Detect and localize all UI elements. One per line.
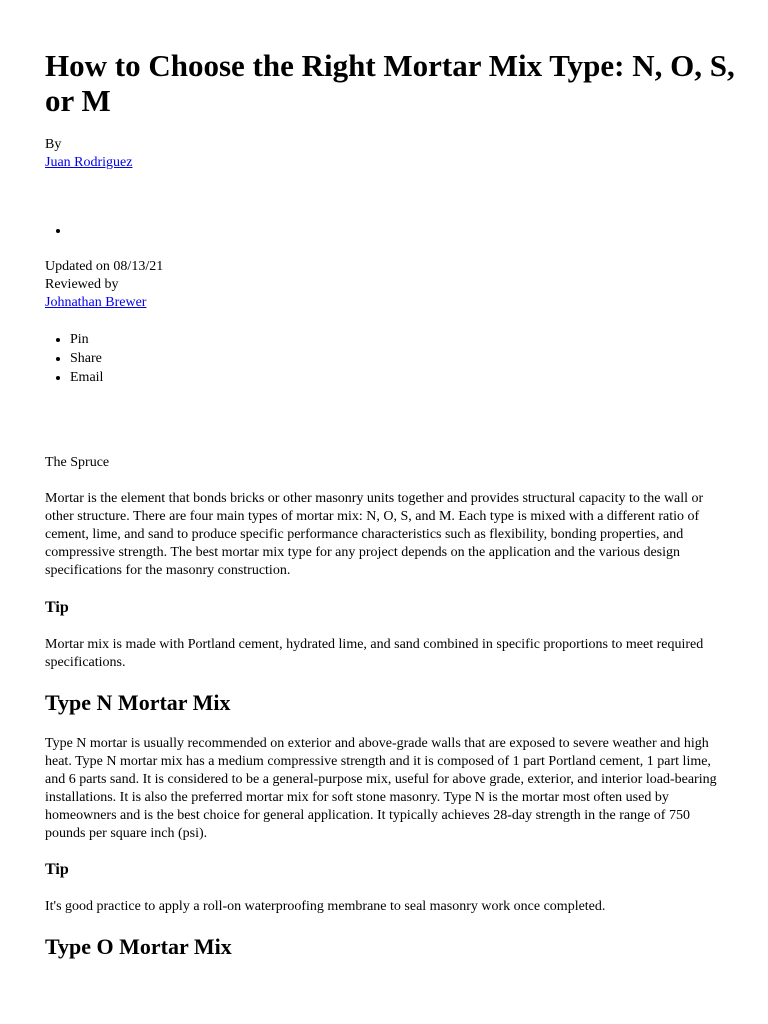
section-heading-type-o: Type O Mortar Mix — [45, 934, 232, 959]
image-caption: The Spruce — [45, 455, 110, 470]
tip-heading: Tip — [45, 599, 69, 616]
share-item-share[interactable]: • Share — [70, 349, 103, 368]
empty-list — [45, 221, 70, 240]
reviewer-link[interactable]: Johnathan Brewer — [45, 295, 147, 310]
share-item-pin[interactable]: • Pin — [70, 330, 103, 349]
updated-date: Updated on 08/13/21 — [45, 259, 164, 274]
article-meta — [45, 258, 163, 312]
byline — [45, 136, 132, 172]
tip-paragraph: Mortar mix is made with Portland cement, hydrated lime, and sand combined in specific proportions to meet required specifications. — [45, 637, 704, 670]
type-n-paragraph: Type N mortar is usually recommended on exterior and above-grade walls that are exposed to severe weather and high heat. Type N mortar mix has a medium compressive strength and it is composed of 1 part Portland cement, 1 part lime, and 6 parts sand. It is considered to be a general-purpose mix, useful for above grade, exterior, and interior load-bearing installations. It is also the preferred mortar mix for soft stone masonry. Type N is the mortar most often used by homeowners and is the best choice for general application. It typically achieves 28-day strength in the range of 750 pounds per square inch (psi). — [45, 736, 717, 841]
tip-heading: Tip — [45, 861, 69, 878]
section-heading-type-n: Type N Mortar Mix — [45, 690, 231, 715]
share-item-email[interactable]: • Email — [70, 368, 103, 387]
author-link[interactable]: Juan Rodriguez — [45, 155, 133, 170]
share-list — [45, 330, 103, 387]
page-title: How to Choose the Right Mortar Mix Type: N, O, S, or M — [45, 48, 735, 118]
reviewed-by-label: Reviewed by — [45, 277, 119, 292]
intro-paragraph: Mortar is the element that bonds bricks or other masonry units together and provides structural capacity to the wall or other structure. There are four main types of mortar mix: N, O, S, and M. Each type is mixed with a different ratio of cement, lime, and sand to produce specific performance characteristics such as flexibility, bonding properties, and compressive strength. The best mortar mix type for any project depends on the application and the various design specifications for the masonry construction. — [45, 491, 704, 578]
tip-paragraph: It's good practice to apply a roll-on waterproofing membrane to seal masonry work once completed. — [45, 899, 606, 914]
by-label: By — [45, 137, 62, 152]
